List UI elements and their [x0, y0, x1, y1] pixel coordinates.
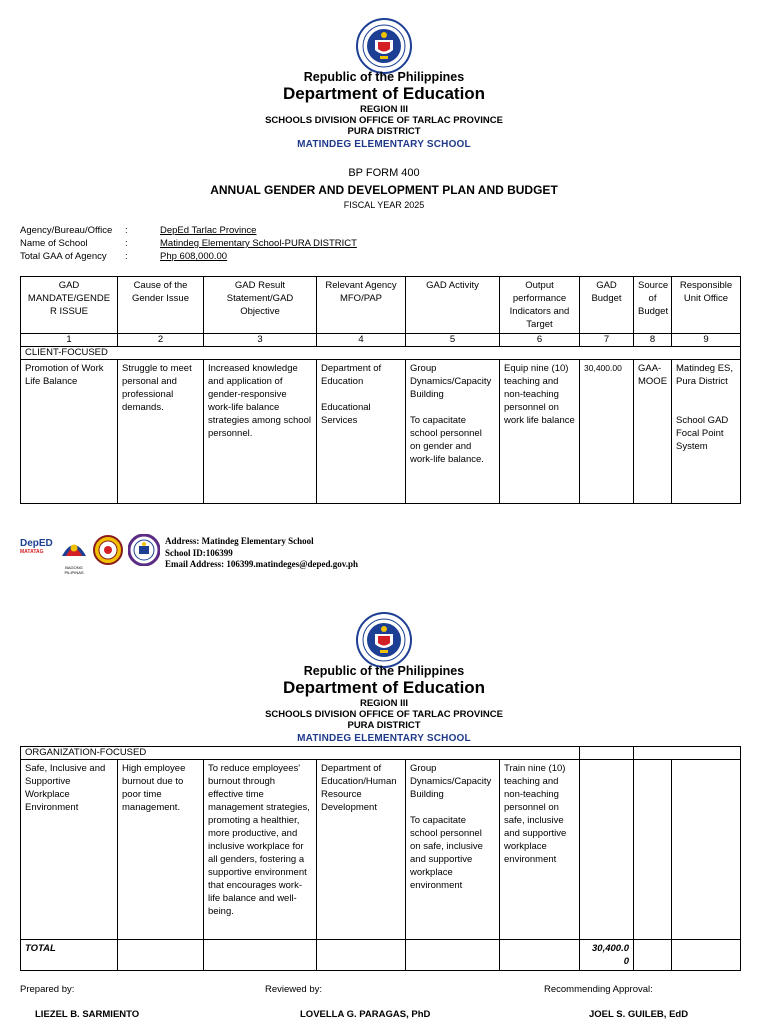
bagong-pilipinas-logo: [58, 534, 90, 575]
table-cell: [634, 747, 741, 760]
table-cell: [118, 940, 204, 971]
table-row: [21, 360, 741, 504]
section-row: [21, 747, 741, 760]
republic-text: Republic of the Philippines: [303, 70, 465, 84]
table-cell: Group Dynamics/Capacity Building To capacitate school personnel on gender and work-life balance.: [406, 360, 500, 504]
table-cell: [580, 760, 634, 940]
table-cell: Department of Education Educational Services: [317, 360, 406, 504]
column-number: 6: [500, 334, 580, 347]
deped-seal-icon: [356, 18, 412, 74]
fiscal-year: FISCAL YEAR 2025: [343, 200, 425, 210]
department-title: Department of Education: [282, 84, 486, 103]
school-name: MATINDEG ELEMENTARY SCHOOL: [297, 733, 471, 744]
table-cell: [634, 760, 672, 940]
header-cell: Cause of the Gender Issue: [118, 277, 204, 334]
section-organization-focused: ORGANIZATION-FOCUSED: [21, 747, 580, 760]
district-text: PURA DISTRICT: [347, 126, 421, 137]
address-text: Address: Matindeg Elementary School: [165, 536, 314, 546]
total-row: [21, 940, 741, 971]
table-cell: [580, 747, 634, 760]
section-client-focused: CLIENT-FOCUSED: [21, 347, 741, 360]
total-value: 30,400.0 0: [580, 940, 634, 971]
column-number: 7: [580, 334, 634, 347]
form-code: BP FORM 400: [348, 167, 420, 179]
info-value: Matindeg Elementary School-PURA DISTRICT: [160, 238, 357, 249]
header-cell: GAD Result Statement/GAD Objective: [204, 277, 317, 334]
column-number: 2: [118, 334, 204, 347]
school-seal-icon: [128, 534, 160, 566]
column-number: 9: [672, 334, 741, 347]
email-text: Email Address: 106399.matindeges@deped.gov.ph: [165, 559, 358, 569]
header-cell: Source of Budget: [634, 277, 672, 334]
header-cell: GAD Budget: [580, 277, 634, 334]
table-cell: Department of Education/Human Resource Development: [317, 760, 406, 940]
info-label: Total GAA of Agency: [20, 251, 107, 262]
column-number: 5: [406, 334, 500, 347]
table-cell: High employee burnout due to poor time management.: [118, 760, 204, 940]
division-seal-icon: [93, 535, 123, 565]
header-cell: Responsible Unit Office: [672, 277, 741, 334]
table-cell: To reduce employees' burnout through effective time management strategies, promoting a healthier, more productive, and inclusive workplace for all genders, fostering a supportive environment that encourages work-life balance and well-being.: [204, 760, 317, 940]
division-text: SCHOOLS DIVISION OFFICE OF TARLAC PROVINCE: [265, 115, 503, 126]
gad-plan-table-continued: [20, 746, 741, 971]
column-number: 1: [21, 334, 118, 347]
table-cell: [672, 940, 741, 971]
table-cell: Group Dynamics/Capacity Building To capacitate school personnel on safe, inclusive and supportive workplace environment: [406, 760, 500, 940]
column-number-row: [21, 334, 741, 347]
info-value: Php 608,000.00: [160, 251, 228, 262]
section-row: [21, 347, 741, 360]
table-cell: Equip nine (10) teaching and non-teaching personnel on work life balance: [500, 360, 580, 504]
info-value: DepEd Tarlac Province: [160, 225, 257, 236]
department-title: Department of Education: [282, 678, 486, 697]
form-title: ANNUAL GENDER AND DEVELOPMENT PLAN AND BUDGET: [210, 183, 558, 197]
republic-text: Republic of the Philippines: [303, 664, 465, 678]
table-cell: [317, 940, 406, 971]
budget-cell: 30,400.00: [580, 360, 634, 504]
column-number: 4: [317, 334, 406, 347]
reviewed-by-name: LOVELLA G. PARAGAS, PhD: [300, 1009, 431, 1020]
table-cell: [634, 940, 672, 971]
table-cell: Struggle to meet personal and professional demands.: [118, 360, 204, 504]
info-label: Agency/Bureau/Office: [20, 225, 113, 236]
table-cell: [204, 940, 317, 971]
column-number: 3: [204, 334, 317, 347]
table-cell: Increased knowledge and application of gender-responsive work-life balance strategies among school personnel.: [204, 360, 317, 504]
table-row: [21, 760, 741, 940]
school-id-text: School ID:106399: [165, 547, 233, 558]
deped-logo-text: DepED: [20, 538, 53, 549]
recommending-approval-label: Recommending Approval:: [544, 984, 653, 995]
table-cell: [672, 760, 741, 940]
matatag-text: MATATAG: [20, 549, 44, 555]
prepared-by-name: LIEZEL B. SARMIENTO: [35, 1009, 140, 1020]
recommending-name: JOEL S. GUILEB, EdD: [589, 1009, 689, 1020]
total-label: TOTAL: [21, 940, 118, 971]
reviewed-by-label: Reviewed by:: [265, 984, 323, 995]
deped-logo: [20, 538, 54, 566]
table-cell: GAA-MOOE: [634, 360, 672, 504]
header-cell: GAD MANDATE/GENDE R ISSUE: [21, 277, 118, 334]
table-cell: Matindeg ES, Pura District School GAD Focal Point System: [672, 360, 741, 504]
header-cell: Output performance Indicators and Target: [500, 277, 580, 334]
header-cell: Relevant Agency MFO/PAP: [317, 277, 406, 334]
district-text: PURA DISTRICT: [347, 720, 421, 731]
prepared-by-label: Prepared by:: [20, 984, 75, 995]
table-cell: Safe, Inclusive and Supportive Workplace Environment: [21, 760, 118, 940]
column-number: 8: [634, 334, 672, 347]
region-text: REGION III: [359, 104, 409, 115]
header-cell: GAD Activity: [406, 277, 500, 334]
table-header-row: [21, 277, 741, 334]
division-text: SCHOOLS DIVISION OFFICE OF TARLAC PROVINCE: [265, 709, 503, 720]
table-cell: [406, 940, 500, 971]
gad-plan-table: [20, 276, 741, 504]
school-name: MATINDEG ELEMENTARY SCHOOL: [297, 139, 471, 150]
table-cell: Train nine (10) teaching and non-teaching personnel on safe, inclusive and supportive workplace environment: [500, 760, 580, 940]
bagong-pilipinas-text: BAGONG PILIPINAS: [64, 565, 84, 575]
table-cell: [500, 940, 580, 971]
school-contact-block: [165, 536, 358, 571]
region-text: REGION III: [359, 698, 409, 709]
info-label: Name of School: [20, 238, 88, 249]
bagong-pilipinas-icon: [59, 534, 89, 560]
table-cell: Promotion of Work Life Balance: [21, 360, 118, 504]
deped-seal-icon: [356, 612, 412, 668]
